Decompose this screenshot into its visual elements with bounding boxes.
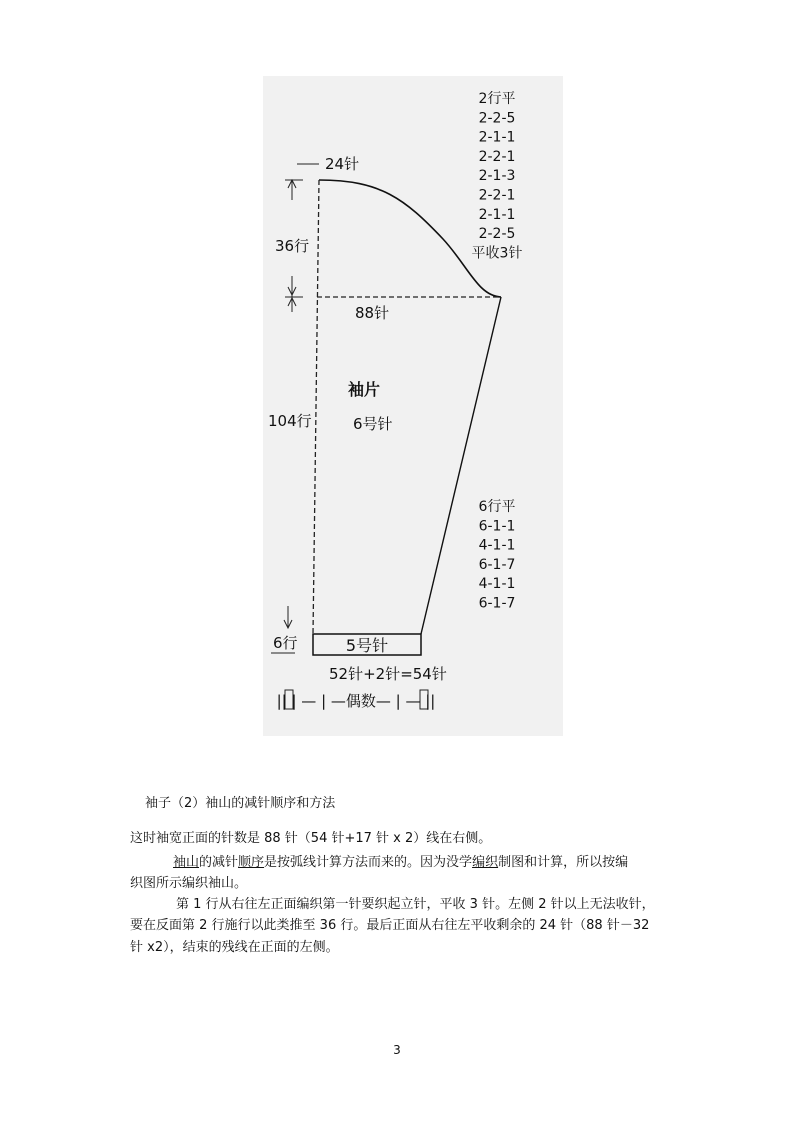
cuff-needle-label: 5号针 (345, 636, 389, 655)
paragraph-line-3: 织图所示编织袖山。 (130, 876, 248, 891)
cast-on-formula-label: 52针+2针=54针 (329, 665, 447, 683)
term-sleeve-cap: 袖山 (173, 855, 200, 870)
paragraph-line-4: 第 1 行从右往左正面编织第一针要织起立针，平收 3 针。左侧 2 针以上无法收针， (176, 897, 655, 912)
cuff-rows-label: 6行 (273, 634, 298, 652)
paragraph-line-1: 这时袖宽正面的针数是 88 针（54 针+17 针 x 2）线在右侧。 (130, 831, 492, 846)
instruction-line: 4-1-1 (478, 537, 516, 554)
side-decrease-instructions (479, 499, 516, 612)
side-decrease-list (479, 499, 516, 612)
sleeve-cap-curve (319, 180, 501, 297)
page-number: 3 (393, 1043, 401, 1057)
instruction-line: 6-1-7 (478, 556, 516, 573)
piece-name-label: 袖片 (348, 380, 381, 399)
instruction-line: 2-2-1 (478, 148, 516, 165)
term-order: 顺序 (238, 855, 265, 870)
top-stitches-label: 24针 (325, 155, 360, 173)
instruction-line: 6-1-7 (478, 595, 516, 612)
cap-base-stitches-label: 88针 (355, 304, 390, 322)
sleeve-pattern-diagram (263, 76, 563, 736)
rib-pattern-label: || | — | —偶数— | — || (276, 692, 436, 710)
needle-size-label: 6号针 (353, 415, 393, 433)
instruction-line: 2-2-5 (478, 226, 516, 243)
instruction-line: 2-1-1 (478, 129, 516, 146)
body-rows-label: 104行 (268, 412, 312, 430)
section-heading: 袖子（2）袖山的减针顺序和方法 (145, 796, 336, 811)
cap-rows-label: 36行 (275, 237, 310, 255)
instruction-line: 6行平 (478, 499, 516, 515)
sleeve-center-line (313, 180, 319, 634)
instruction-line: 2行平 (478, 91, 516, 107)
paragraph-line-5: 要在反面第 2 行施行以此类推至 36 行。最后正面从右往左平收剩余的 24 针（88 针－32 (130, 918, 650, 933)
instruction-line: 2-1-1 (478, 206, 516, 223)
instruction-line: 平收3针 (471, 245, 523, 262)
term-knitting: 编织 (472, 855, 499, 870)
paragraph-line-6: 针 x2），结束的残线在正面的左侧。 (130, 940, 339, 955)
instruction-line: 2-1-3 (478, 168, 516, 185)
instruction-line: 6-1-1 (478, 518, 516, 535)
cap-decrease-list (472, 91, 523, 261)
instruction-line: 4-1-1 (478, 576, 516, 593)
paragraph-line-2: 袖山的减针顺序是按弧线计算方法而来的。因为没学编织制图和计算，所以按编 (173, 855, 629, 870)
instruction-line: 2-2-1 (478, 187, 516, 204)
instruction-line: 2-2-5 (478, 110, 516, 127)
cap-decrease-instructions (472, 91, 523, 261)
